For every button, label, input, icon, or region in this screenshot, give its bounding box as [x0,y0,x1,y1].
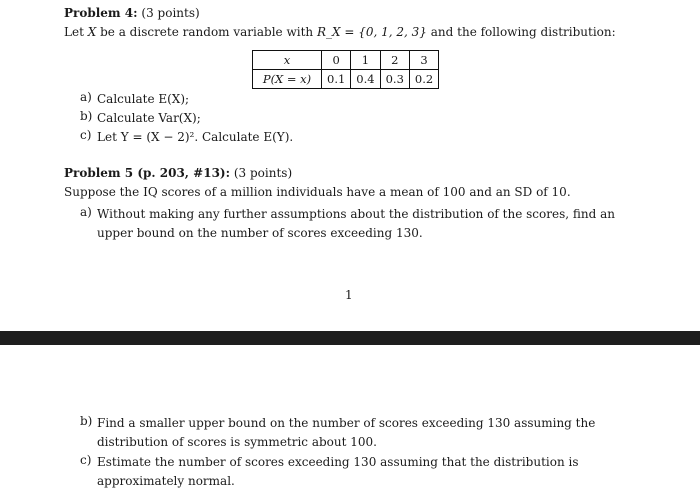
table-cell: 0.1 [322,70,351,89]
problem-5-intro: Suppose the IQ scores of a million individuals have a mean of 100 and an SD of 10. [64,185,571,199]
table-cell: 3 [409,51,438,70]
table-cell: 2 [380,51,409,70]
table-cell: 0 [322,51,351,70]
table-cell: 1 [351,51,380,70]
problem-4-heading: Problem 4: (3 points) [64,6,200,20]
table-row [253,70,439,89]
page-break-divider [0,331,700,345]
problem-5-heading: Problem 5 (p. 203, #13): (3 points) [64,166,293,180]
distribution-table [252,50,439,89]
table-cell: P(X = x) [253,70,322,89]
table-row [253,51,439,70]
table-cell: 0.4 [351,70,380,89]
page-number: 1 [345,288,353,302]
problem-4-intro: Let X be a discrete random variable with R_X = {0, 1, 2, 3} and the following distribution: [64,25,616,39]
table-cell: 0.3 [380,70,409,89]
table-cell: x [253,51,322,70]
table-cell: 0.2 [409,70,438,89]
